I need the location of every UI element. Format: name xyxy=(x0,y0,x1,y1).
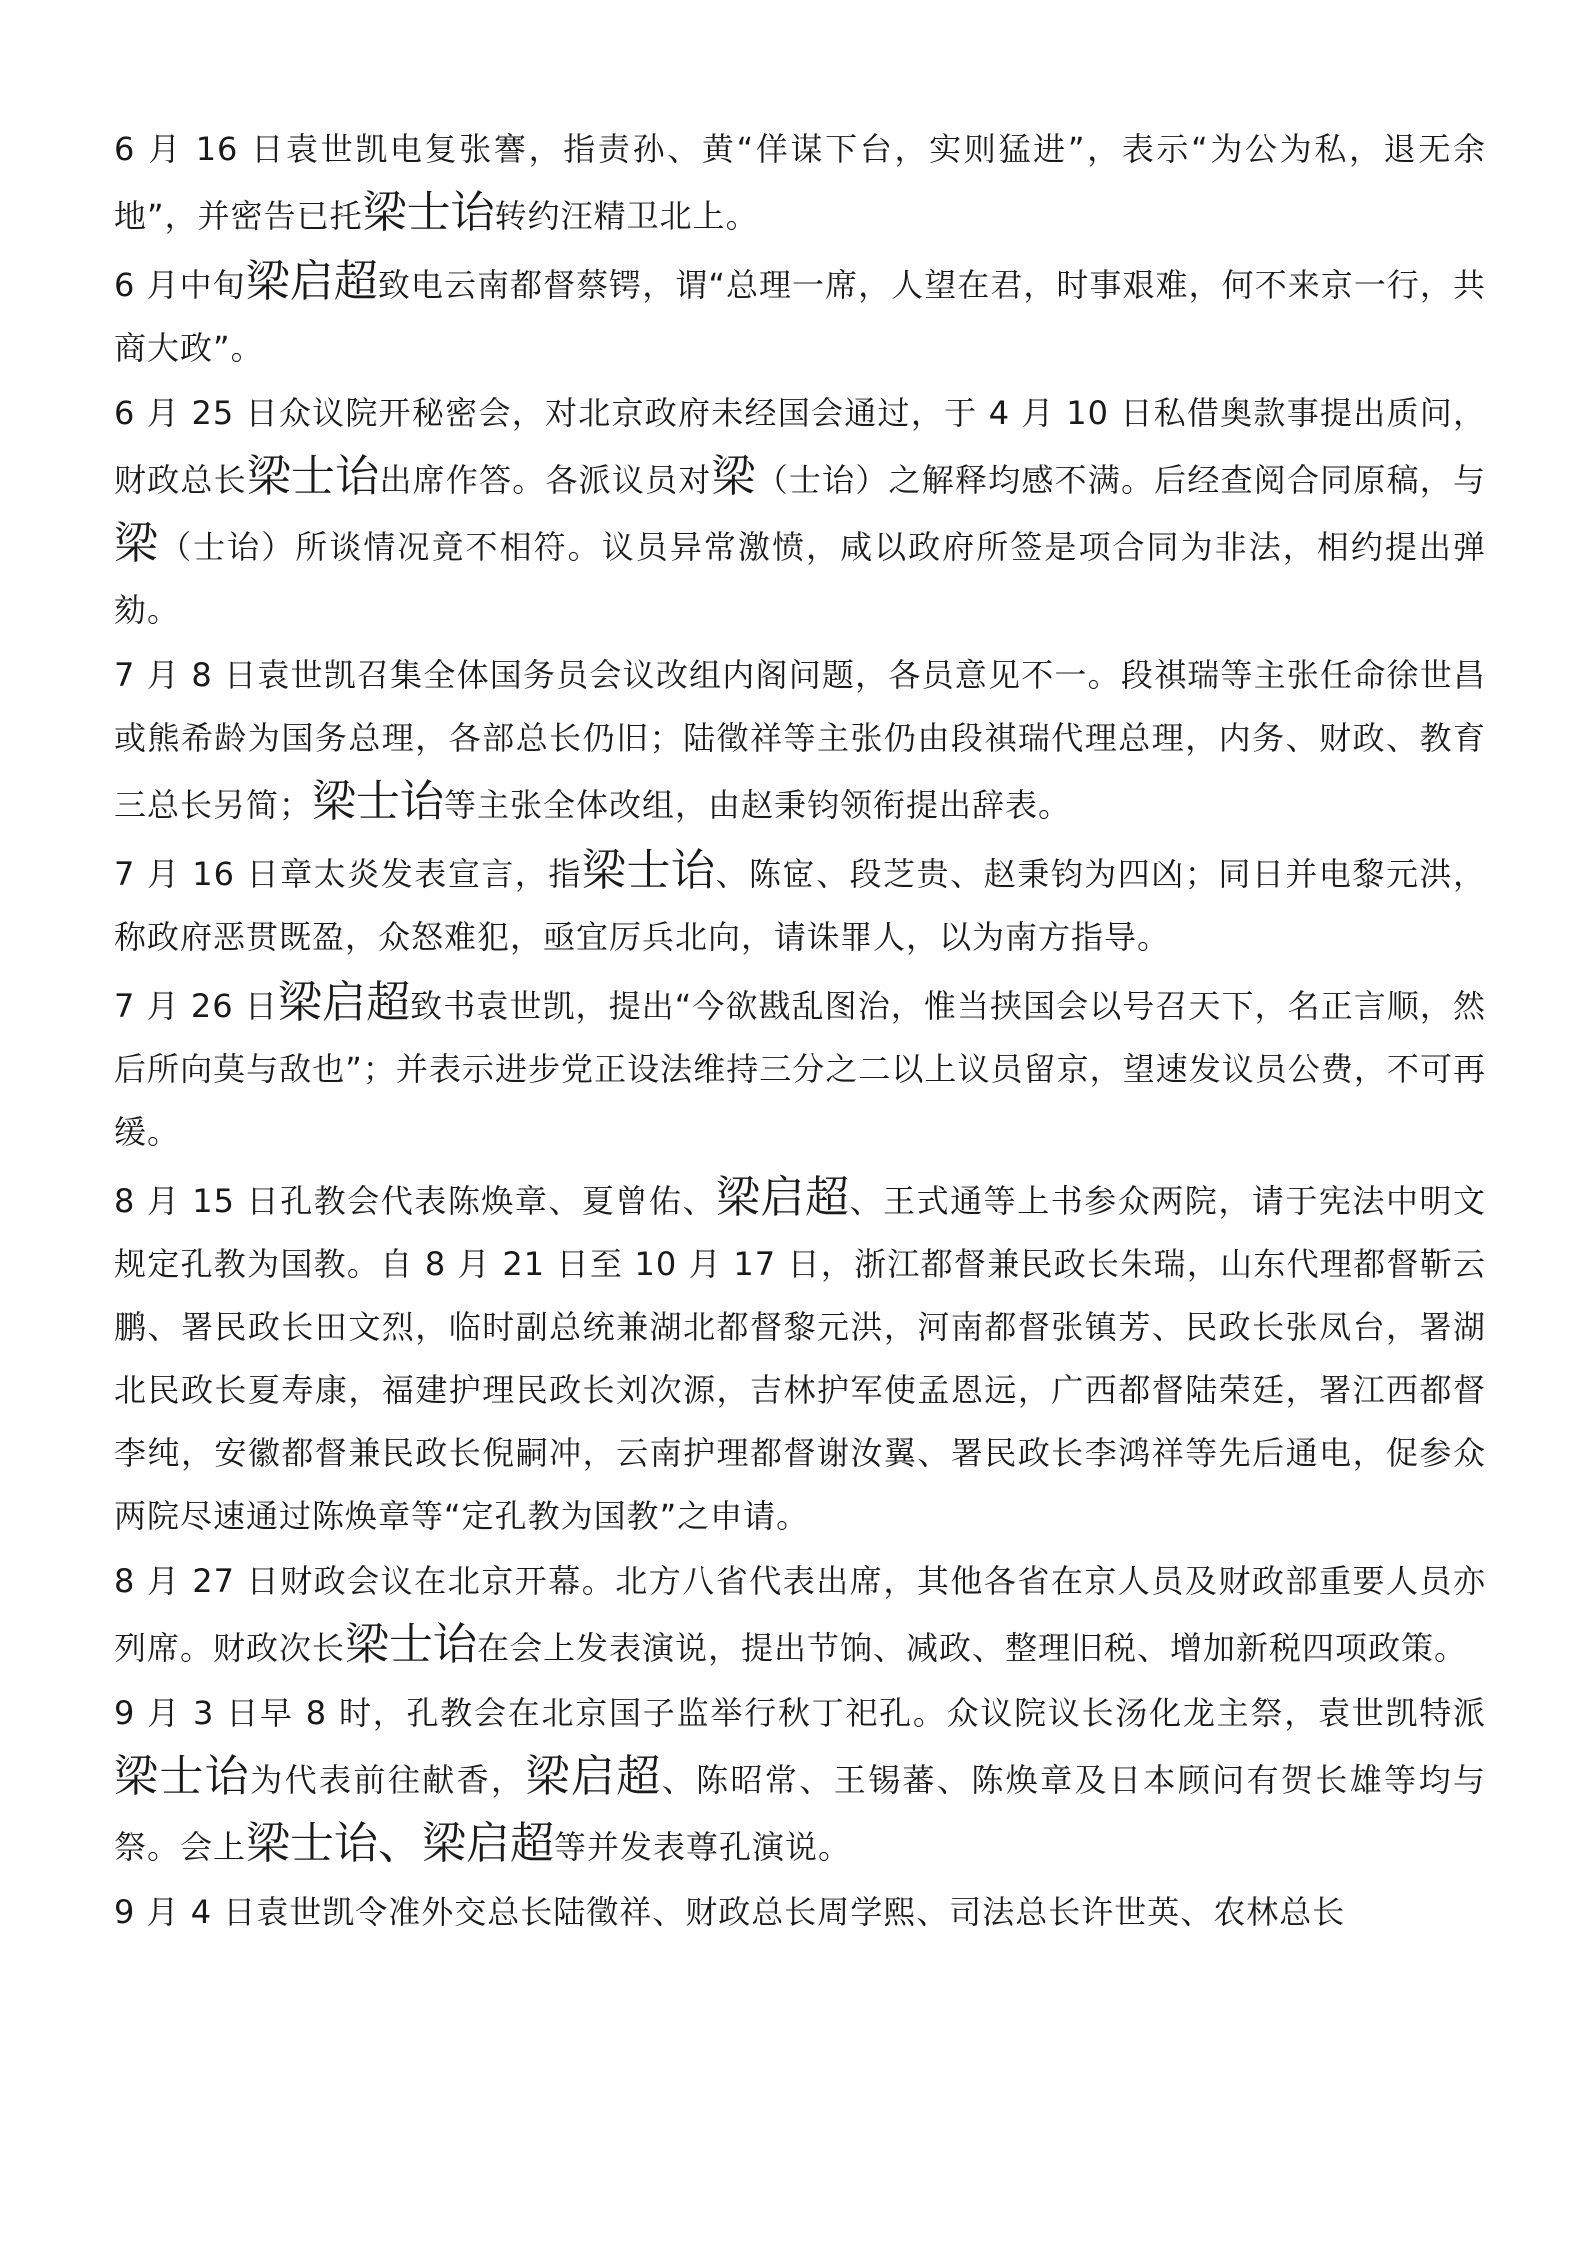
entry-text: 、陈昭常、王锡蕃、陈焕章及日本顾问有贺长雄等均与祭。会上 xyxy=(114,1761,1486,1866)
highlighted-name: 梁启超 xyxy=(277,977,411,1028)
chronology-entry xyxy=(114,250,1486,380)
entry-text: 7 月 16 日章太炎发表宣言，指 xyxy=(114,855,582,893)
highlighted-name: 梁士诒 xyxy=(345,1619,478,1670)
entry-text: 等主张全体改组，由赵秉钧领衔提出辞表。 xyxy=(444,786,1072,824)
entry-text: 转约汪精卫北上。 xyxy=(494,197,759,235)
entry-text: （士诒）之解释均感不满。后经查阅合同原稿，与 xyxy=(755,461,1487,499)
highlighted-name: 梁士诒 xyxy=(114,1751,251,1802)
chronology-entry xyxy=(114,1682,1486,1879)
chronology-entry xyxy=(114,644,1486,837)
document-body xyxy=(114,118,1486,1946)
chronology-entry xyxy=(114,839,1486,969)
chronology-entry xyxy=(114,1550,1486,1680)
entry-text: 等并发表尊孔演说。 xyxy=(554,1828,852,1866)
entry-text: 、陈宧、段芝贵、赵秉钧为四凶；同日并电黎元洪，称政府恶贯既盈，众怒难犯，亟宜厉兵北向，请诛罪人，以为南方指导。 xyxy=(114,855,1486,956)
entry-text: 为代表前往献香， xyxy=(250,1761,526,1799)
highlighted-name: 梁士诒 xyxy=(362,187,495,238)
chronology-entry xyxy=(114,1881,1486,1944)
highlighted-name: 梁士诒 xyxy=(312,776,445,827)
entry-text: 致书袁世凯，提出“今欲戡乱图治，惟当挟国会以号召天下，名正言顺，然后所向莫与敌也”；并表示进步党正设法维持三分之二以上议员留京，望速发议员公费，不可再缓。 xyxy=(114,987,1486,1151)
chronology-entry xyxy=(114,382,1486,642)
chronology-entry xyxy=(114,1166,1486,1548)
entry-text: 6 月 16 日袁世凯电复张謇，指责孙、黄“佯谋下台，实则猛进”，表示“为公为私，退无余地”，并密告已托 xyxy=(114,130,1486,235)
highlighted-name: 梁启超 xyxy=(525,1751,662,1802)
entry-text: 在会上发表演说，提出节饷、减政、整理旧税、增加新税四项政策。 xyxy=(477,1629,1468,1667)
entry-text: 8 月 27 日财政会议在北京开幕。北方八省代表出席，其他各省在京人员及财政部重要人员亦列席。财政次长 xyxy=(114,1562,1486,1667)
entry-text: 8 月 15 日孔教会代表陈焕章、夏曾佑、 xyxy=(114,1182,716,1220)
highlighted-name: 梁 xyxy=(114,518,160,569)
highlighted-name: 梁 xyxy=(711,451,756,502)
highlighted-name: 梁士诒 xyxy=(246,451,380,502)
entry-text: 、王式通等上书参众两院，请于宪法中明文规定孔教为国教。自 8 月 21 日至 10 月 17 日，浙江都督兼民政长朱瑞，山东代理都督靳云鹏、署民政长田文烈，临时副总统兼湖北都督黎元洪，河南都督张镇芳、民政长张凤台，署湖北民政长夏寿康，福建护理民政长刘次源，吉林护军使孟恩远，广西都督陆荣廷，署江西都督李纯，安徽都督兼民政长倪嗣冲，云南护理都督谢汝翼、署民政长李鸿祥等先后通电，促参众两院尽速通过陈焕章等“定孔教为国教”之申请。 xyxy=(114,1182,1486,1535)
entry-text: （士诒）所谈情况竟不相符。议员异常激愤，咸以政府所签是项合同为非法，相约提出弹劾。 xyxy=(114,528,1486,629)
entry-text: 6 月中旬 xyxy=(114,266,246,304)
entry-text: 7 月 8 日袁世凯召集全体国务员会议改组内阁问题，各员意见不一。段祺瑞等主张任命徐世昌或熊希龄为国务总理，各部总长仍旧；陆徵祥等主张仍由段祺瑞代理总理，内务、财政、教育三总长另简； xyxy=(114,656,1486,824)
entry-text: 6 月 25 日众议院开秘密会，对北京政府未经国会通过，于 4 月 10 日私借奥款事提出质问，财政总长 xyxy=(114,394,1486,499)
chronology-entry xyxy=(114,118,1486,248)
entry-text: 出席作答。各派议员对 xyxy=(379,461,712,499)
highlighted-name: 梁士诒 xyxy=(581,845,716,896)
entry-text: 9 月 4 日袁世凯令准外交总长陆徵祥、财政总长周学熙、司法总长许世英、农林总长 xyxy=(114,1893,1346,1931)
highlighted-name: 梁启超 xyxy=(245,256,378,307)
entry-text: 7 月 26 日 xyxy=(114,987,278,1025)
entry-text: 致电云南都督蔡锷，谓“总理一席，人望在君，时事艰难，何不来京一行，共商大政”。 xyxy=(114,266,1486,367)
entry-text: 9 月 3 日早 8 时，孔教会在北京国子监举行秋丁祀孔。众议院议长汤化龙主祭，袁世凯特派 xyxy=(114,1694,1486,1732)
highlighted-name: 梁启超 xyxy=(716,1172,850,1223)
highlighted-name: 梁士诒、梁启超 xyxy=(246,1818,555,1869)
chronology-entry xyxy=(114,971,1486,1164)
